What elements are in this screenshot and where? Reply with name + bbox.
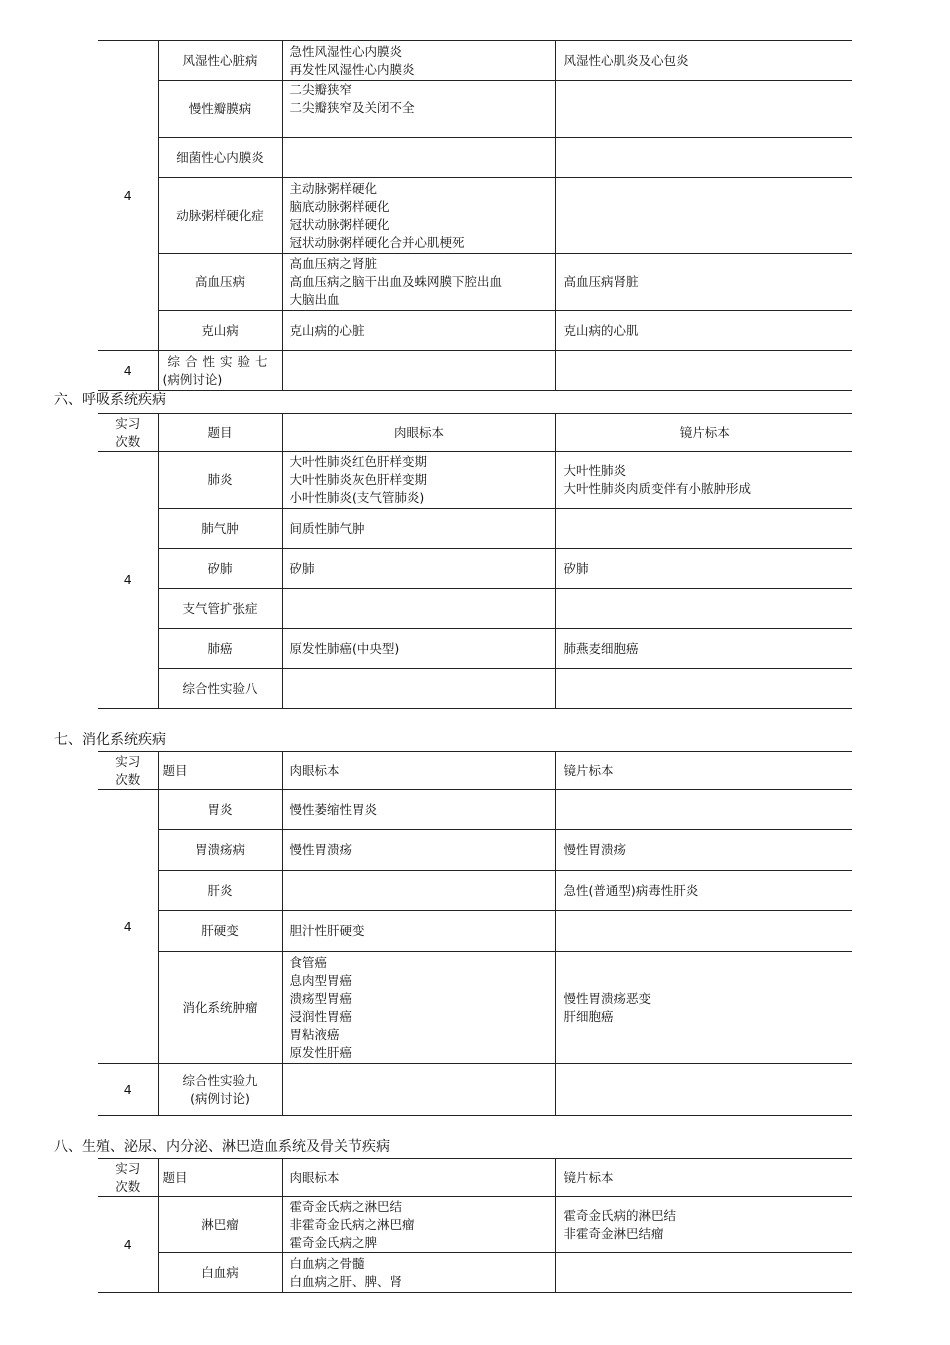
topic-cell: 白血病 xyxy=(158,1253,282,1293)
micro-cell xyxy=(555,790,852,830)
table-row xyxy=(98,178,852,254)
micro-cell xyxy=(555,178,852,254)
table-row xyxy=(98,1253,852,1293)
topic-cell: 淋巴瘤 xyxy=(158,1197,282,1253)
table-digestive xyxy=(98,751,852,1116)
gross-cell xyxy=(282,138,555,178)
gross-cell: 原发性肺癌(中央型) xyxy=(282,629,555,669)
header-micro: 镜片标本 xyxy=(555,1159,852,1197)
micro-cell xyxy=(555,138,852,178)
header-gross: 肉眼标本 xyxy=(282,752,555,790)
count-cell: 4 xyxy=(98,1197,158,1293)
topic-cell: 肝炎 xyxy=(158,871,282,911)
count-cell: 4 xyxy=(98,790,158,1064)
header-count: 实习 次数 xyxy=(98,1159,158,1197)
header-topic: 题目 xyxy=(158,1159,282,1197)
header-gross: 肉眼标本 xyxy=(282,1159,555,1197)
micro-cell xyxy=(555,589,852,629)
topic-cell: 消化系统肿瘤 xyxy=(158,952,282,1064)
count-cell: 4 xyxy=(98,1064,158,1116)
topic-cell: 高血压病 xyxy=(158,254,282,311)
header-count: 实习 次数 xyxy=(98,752,158,790)
micro-cell: 矽肺 xyxy=(555,549,852,589)
micro-cell: 急性(普通型)病毒性肝炎 xyxy=(555,871,852,911)
count-cell: 4 xyxy=(98,41,158,351)
table-row xyxy=(98,41,852,81)
gross-cell: 急性风湿性心内膜炎 再发性风湿性心内膜炎 xyxy=(282,41,555,81)
table-row xyxy=(98,589,852,629)
header-micro: 镜片标本 xyxy=(555,414,852,452)
table-row xyxy=(98,452,852,509)
table-row xyxy=(98,629,852,669)
micro-cell: 霍奇金氏病的淋巴结 非霍奇金淋巴结瘤 xyxy=(555,1197,852,1253)
gross-cell xyxy=(282,589,555,629)
gross-cell xyxy=(282,351,555,391)
gross-cell: 主动脉粥样硬化 脑底动脉粥样硬化 冠状动脉粥样硬化 冠状动脉粥样硬化合并心肌梗死 xyxy=(282,178,555,254)
table-row xyxy=(98,911,852,952)
topic-cell: 动脉粥样硬化症 xyxy=(158,178,282,254)
table-row xyxy=(98,81,852,138)
table-row xyxy=(98,1197,852,1253)
section-title-digestive: 七、消化系统疾病 xyxy=(54,732,166,748)
gross-cell: 间质性肺气肿 xyxy=(282,509,555,549)
gross-cell xyxy=(282,669,555,709)
gross-cell: 二尖瓣狭窄 二尖瓣狭窄及关闭不全 xyxy=(282,81,555,138)
table-reproductive xyxy=(98,1158,852,1293)
gross-cell: 胆汁性肝硬变 xyxy=(282,911,555,952)
gross-cell: 霍奇金氏病之淋巴结 非霍奇金氏病之淋巴瘤 霍奇金氏病之脾 xyxy=(282,1197,555,1253)
topic-cell: 支气管扩张症 xyxy=(158,589,282,629)
table-row xyxy=(98,790,852,830)
topic-cell: 克山病 xyxy=(158,311,282,351)
gross-cell: 慢性胃溃疡 xyxy=(282,830,555,871)
micro-cell xyxy=(555,669,852,709)
topic-cell: 胃炎 xyxy=(158,790,282,830)
section-title-reproductive: 八、生殖、泌尿、内分泌、淋巴造血系统及骨关节疾病 xyxy=(54,1139,390,1155)
count-cell: 4 xyxy=(98,452,158,709)
gross-cell xyxy=(282,1064,555,1116)
micro-cell: 慢性胃溃疡 xyxy=(555,830,852,871)
gross-cell: 食管癌 息肉型胃癌 溃疡型胃癌 浸润性胃癌 胃粘液癌 原发性肝癌 xyxy=(282,952,555,1064)
micro-cell xyxy=(555,1253,852,1293)
table-header-row xyxy=(98,414,852,452)
table-row xyxy=(98,669,852,709)
topic-cell: 综合性实验七 (病例讨论) xyxy=(158,351,282,391)
gross-cell: 大叶性肺炎红色肝样变期 大叶性肺炎灰色肝样变期 小叶性肺炎(支气管肺炎) xyxy=(282,452,555,509)
gross-cell: 慢性萎缩性胃炎 xyxy=(282,790,555,830)
topic-cell: 慢性瓣膜病 xyxy=(158,81,282,138)
topic-cell: 肺炎 xyxy=(158,452,282,509)
table-row xyxy=(98,509,852,549)
topic-cell: 肝硬变 xyxy=(158,911,282,952)
gross-cell: 白血病之骨髓 白血病之肝、脾、肾 xyxy=(282,1253,555,1293)
table-respiratory xyxy=(98,413,852,709)
micro-cell: 肺燕麦细胞癌 xyxy=(555,629,852,669)
header-micro: 镜片标本 xyxy=(555,752,852,790)
topic-cell: 风湿性心脏病 xyxy=(158,41,282,81)
table-row xyxy=(98,830,852,871)
topic-cell: 肺气肿 xyxy=(158,509,282,549)
micro-cell: 慢性胃溃疡恶变 肝细胞癌 xyxy=(555,952,852,1064)
table-row xyxy=(98,254,852,311)
table-row xyxy=(98,549,852,589)
header-gross: 肉眼标本 xyxy=(282,414,555,452)
table-row xyxy=(98,311,852,351)
micro-cell xyxy=(555,509,852,549)
micro-cell: 高血压病肾脏 xyxy=(555,254,852,311)
table-row xyxy=(98,952,852,1064)
micro-cell xyxy=(555,911,852,952)
micro-cell xyxy=(555,1064,852,1116)
table-row xyxy=(98,138,852,178)
table-row xyxy=(98,1064,852,1116)
topic-cell: 矽肺 xyxy=(158,549,282,589)
count-cell: 4 xyxy=(98,351,158,391)
table-header-row xyxy=(98,752,852,790)
gross-cell: 矽肺 xyxy=(282,549,555,589)
section-title-respiratory: 六、呼吸系统疾病 xyxy=(54,392,166,408)
gross-cell: 高血压病之肾脏 高血压病之脑干出血及蛛网膜下腔出血 大脑出血 xyxy=(282,254,555,311)
micro-cell xyxy=(555,351,852,391)
micro-cell: 风湿性心肌炎及心包炎 xyxy=(555,41,852,81)
gross-cell xyxy=(282,871,555,911)
topic-cell: 胃溃疡病 xyxy=(158,830,282,871)
table-cardiovascular xyxy=(98,40,852,391)
topic-cell: 肺癌 xyxy=(158,629,282,669)
micro-cell xyxy=(555,81,852,138)
header-count: 实习 次数 xyxy=(98,414,158,452)
gross-cell: 克山病的心脏 xyxy=(282,311,555,351)
topic-cell: 细菌性心内膜炎 xyxy=(158,138,282,178)
topic-cell: 综合性实验九 (病例讨论) xyxy=(158,1064,282,1116)
micro-cell: 大叶性肺炎 大叶性肺炎肉质变伴有小脓肿形成 xyxy=(555,452,852,509)
table-header-row xyxy=(98,1159,852,1197)
topic-cell: 综合性实验八 xyxy=(158,669,282,709)
header-topic: 题目 xyxy=(158,752,282,790)
table-row xyxy=(98,351,852,391)
micro-cell: 克山病的心肌 xyxy=(555,311,852,351)
table-row xyxy=(98,871,852,911)
header-topic: 题目 xyxy=(158,414,282,452)
